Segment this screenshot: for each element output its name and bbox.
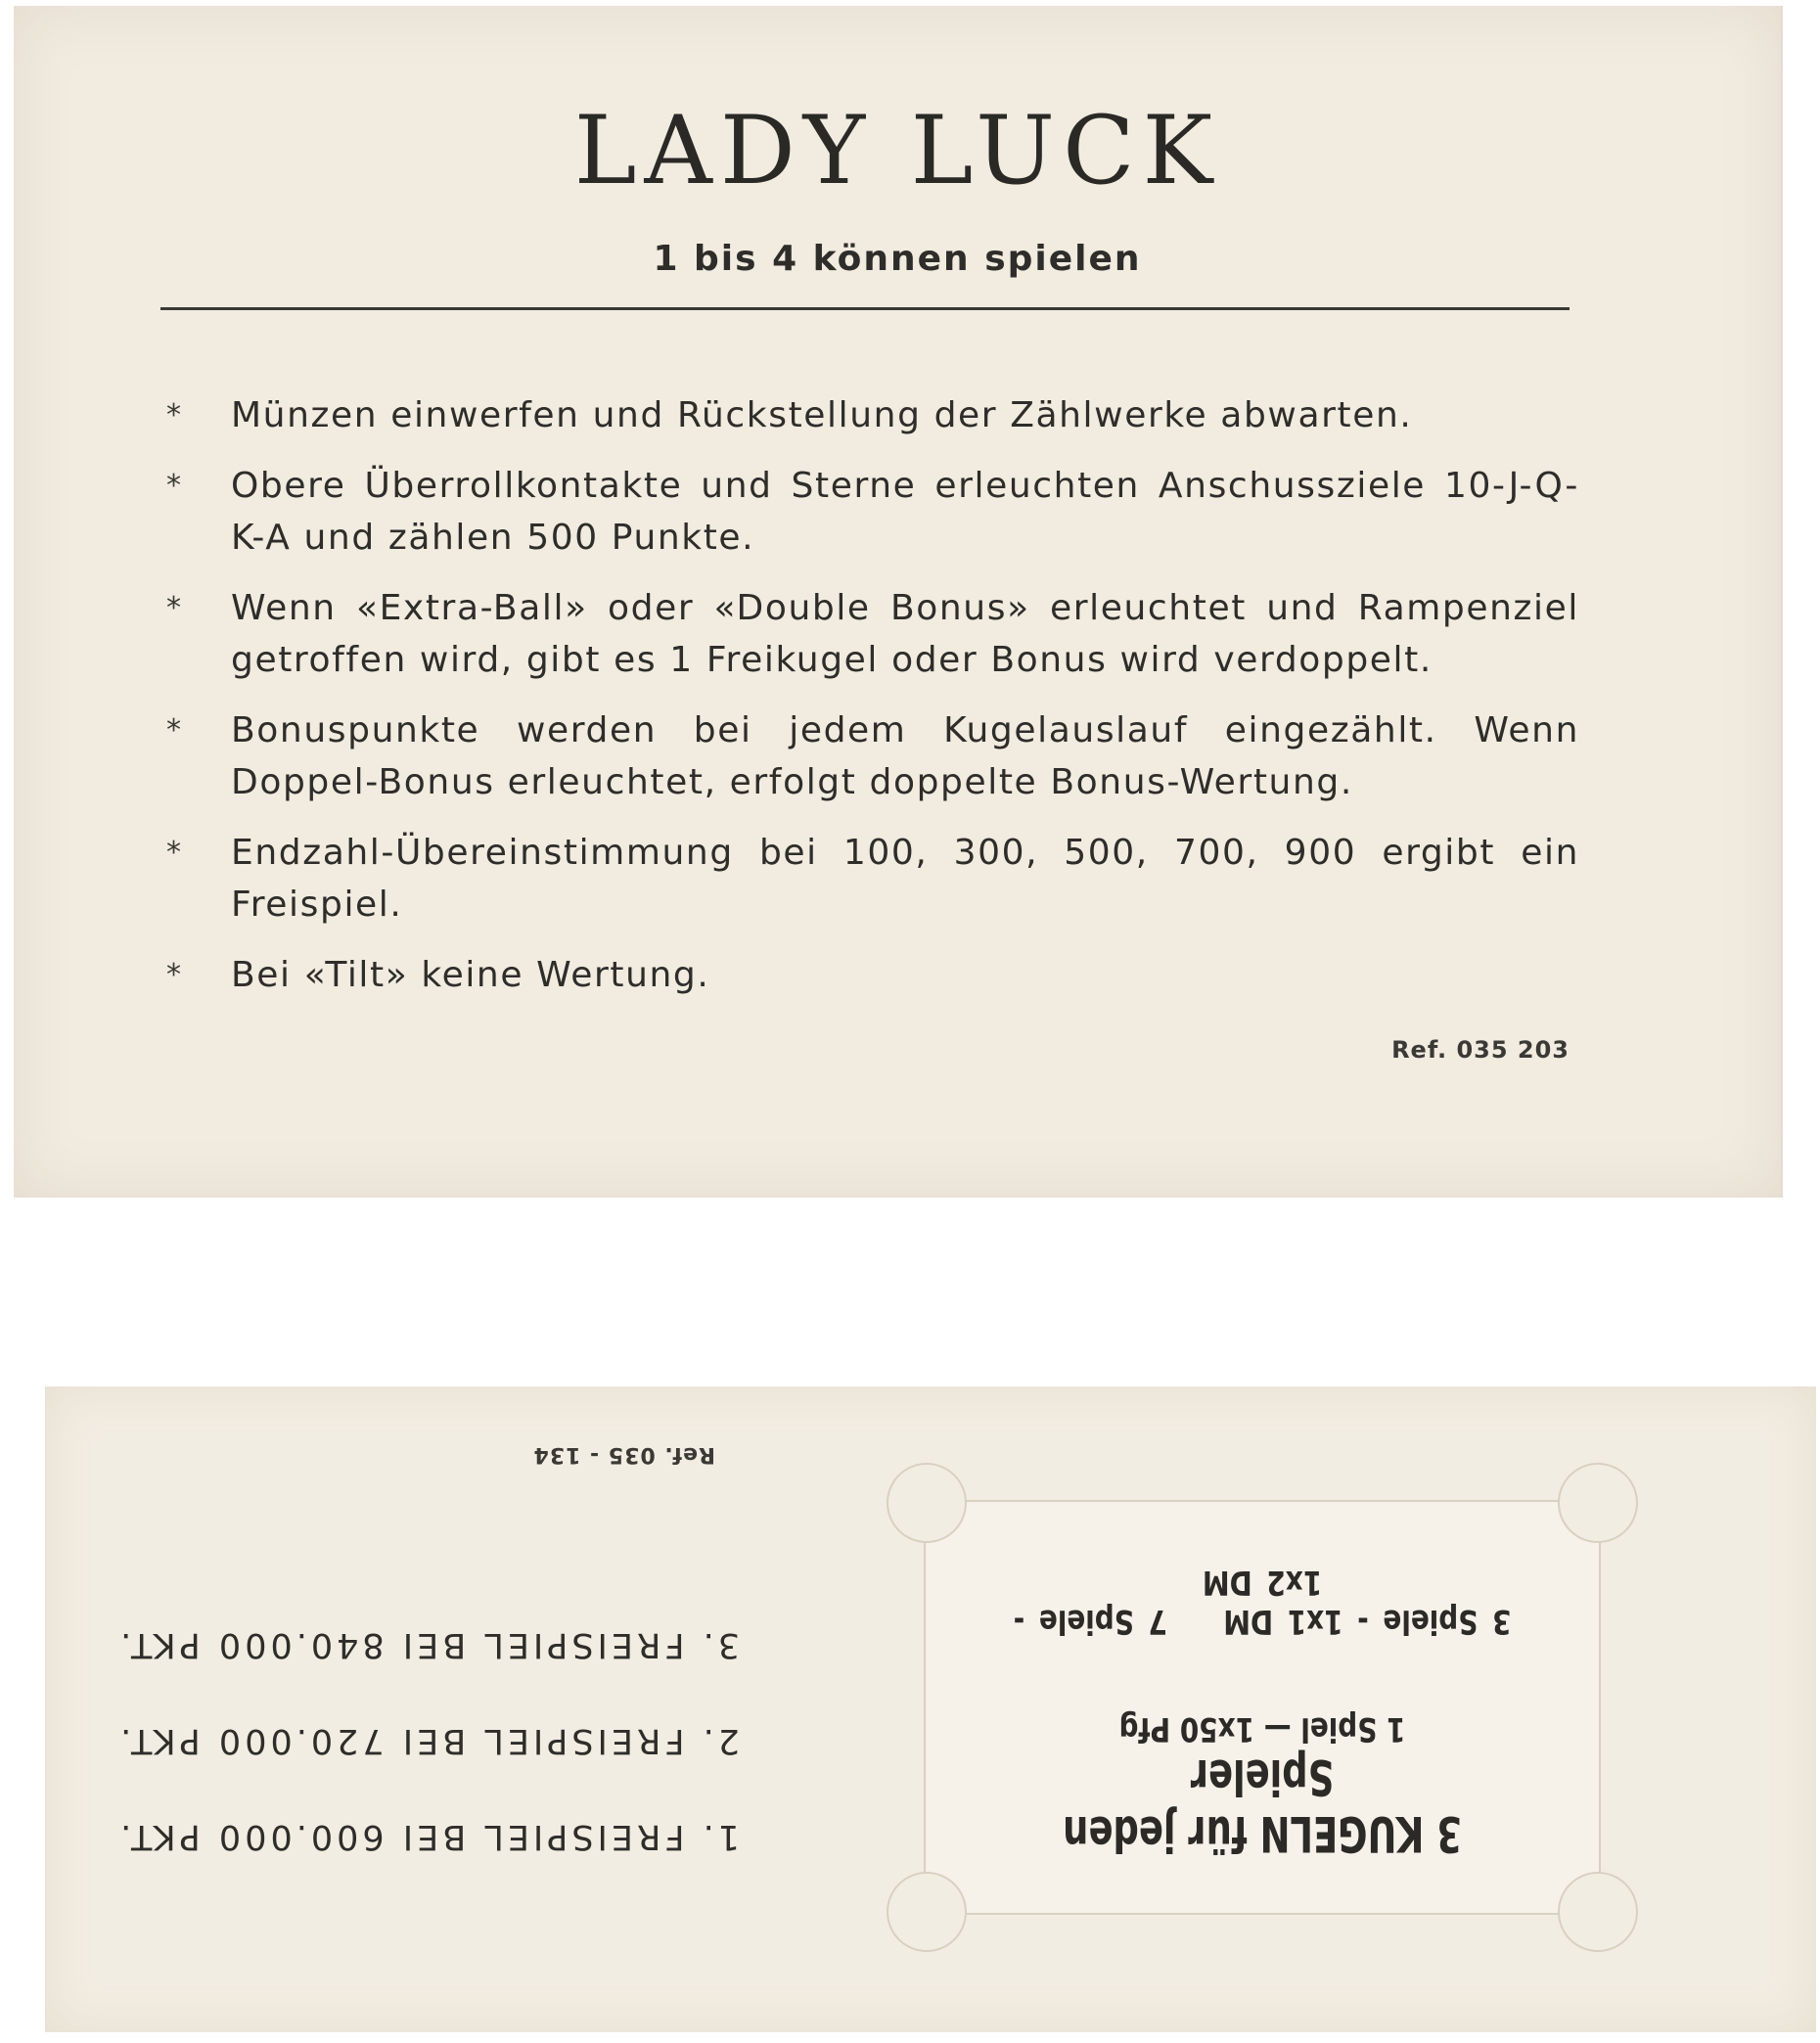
- balls-per-player-heading: 3 KUGELN für jeden Spieler: [1063, 1748, 1462, 1862]
- price-panel: [924, 1500, 1601, 1915]
- rule-text: Bei «Tilt» keine Wertung.: [231, 955, 710, 995]
- replay-score-list: [116, 1568, 740, 1856]
- score-card: [45, 1386, 1816, 2032]
- reference-number: Ref. 035 203: [1391, 1036, 1570, 1064]
- panel-corner-notch: [887, 1463, 967, 1543]
- rule-text: Wenn «Extra-Ball» oder «Double Bonus» erleuchtet und Rampenziel getroffen wird, gibt es 1 Freikugel oder Bonus wird verdoppelt.: [231, 588, 1579, 680]
- reference-number: Ref. 035 - 134: [532, 1442, 715, 1467]
- rules-list: [151, 389, 1579, 1020]
- rule-item: [151, 582, 1579, 686]
- card-subtitle: 1 bis 4 können spielen: [653, 239, 1142, 279]
- panel-corner-notch: [887, 1872, 967, 1952]
- rule-item: [151, 949, 1579, 1001]
- rule-item: [151, 827, 1579, 931]
- replay-score-item: 1. FREISPIEL BEI 600.000 PKT.: [116, 1817, 740, 1856]
- replay-score-item: 3. FREISPIEL BEI 840.000 PKT.: [116, 1625, 740, 1664]
- panel-corner-notch: [1558, 1872, 1638, 1952]
- rule-text: Münzen einwerfen und Rückstellung der Zählwerke abwarten.: [231, 395, 1413, 435]
- asterisk-icon: *: [166, 713, 183, 748]
- replay-score-item: 2. FREISPIEL BEI 720.000 PKT.: [116, 1721, 740, 1760]
- price-multi-games: [986, 1563, 1538, 1641]
- price-single-game: 1 Spiel — 1x50 Pfg: [1118, 1709, 1406, 1748]
- asterisk-icon: *: [166, 469, 183, 503]
- rule-item: [151, 389, 1579, 441]
- panel-corner-notch: [1558, 1463, 1638, 1543]
- asterisk-icon: *: [166, 398, 183, 432]
- rule-text: Bonuspunkte werden bei jedem Kugelauslauf eingezählt. Wenn Doppel-Bonus erleuchtet, erfolgt doppelte Bonus-Wertung.: [231, 710, 1579, 802]
- price-three-games: 3 Spiele - 1x1 DM: [1223, 1602, 1512, 1641]
- rule-text: Obere Überrollkontakte und Sterne erleuchten Anschussziele 10-J-Q-K-A und zählen 500 Punkte.: [231, 466, 1579, 558]
- rule-text: Endzahl-Übereinstimmung bei 100, 300, 500, 700, 900 ergibt ein Freispiel.: [231, 833, 1579, 925]
- rule-item: [151, 704, 1579, 808]
- instruction-card: [14, 6, 1783, 1198]
- card-title: LADY LUCK: [573, 96, 1221, 205]
- rule-item: [151, 460, 1579, 564]
- price-seven-games: 7 Spiele - 1x2 DM: [1013, 1563, 1323, 1641]
- score-card-content: [45, 1386, 1816, 2032]
- asterisk-icon: *: [166, 836, 183, 870]
- asterisk-icon: *: [166, 958, 183, 992]
- divider-line: [160, 307, 1570, 310]
- asterisk-icon: *: [166, 591, 183, 625]
